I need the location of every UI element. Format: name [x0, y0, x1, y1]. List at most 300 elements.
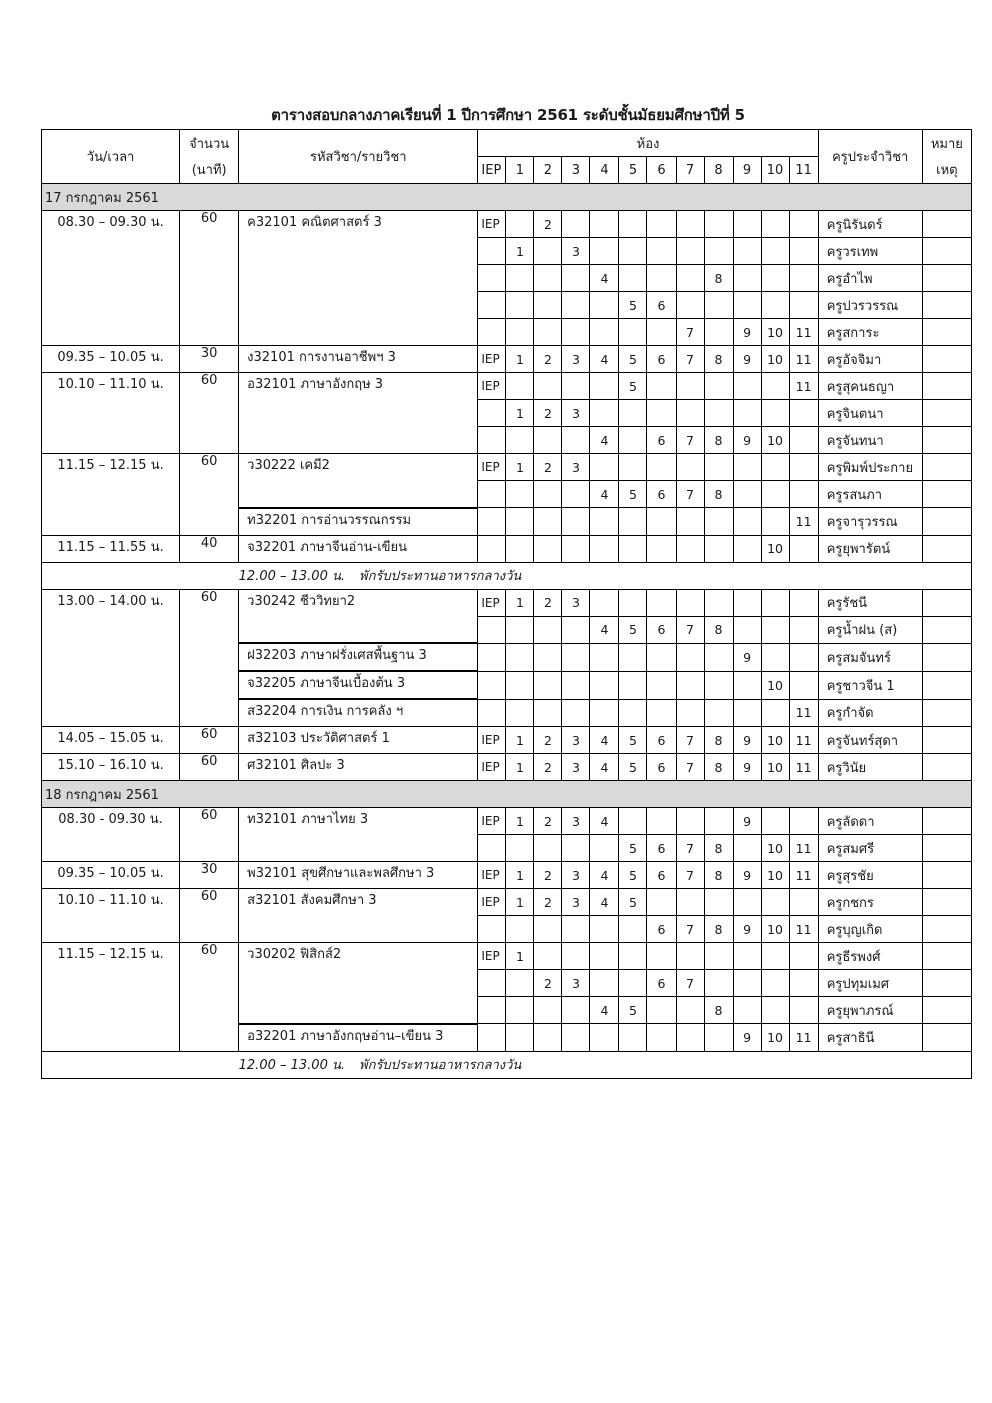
room-cell: 7 [676, 481, 704, 508]
subject-cell: จ32201 ภาษาจีนอ่าน-เขียน [239, 535, 478, 562]
room-cell [478, 319, 506, 346]
header-room-5: 5 [619, 157, 647, 184]
page-title: ตารางสอบกลางภาคเรียนที่ 1 ปีการศึกษา 2561 ระดับชั้นมัธยมศึกษาปีที่ 5 [271, 106, 745, 124]
room-cell [733, 508, 761, 536]
room-cell: 7 [676, 616, 704, 643]
room-cell [761, 292, 789, 319]
room-cell [676, 373, 704, 400]
room-cell [761, 238, 789, 265]
time-cell: 10.10 – 11.10 น. [42, 889, 180, 943]
subject-cell: ค32101 คณิตศาสตร์ 3 [239, 211, 478, 346]
note-cell [922, 970, 971, 997]
room-cell [789, 292, 818, 319]
room-cell [619, 427, 647, 454]
table-row [42, 535, 972, 562]
room-cell [733, 238, 761, 265]
room-cell [562, 835, 590, 862]
room-cell [506, 1024, 534, 1052]
room-cell: 6 [647, 754, 676, 781]
time-cell: 09.35 – 10.05 น. [42, 346, 180, 373]
teacher-cell: ครูจันทร์สุดา [818, 727, 922, 754]
teacher-cell: ครูรสนภา [818, 481, 922, 508]
room-cell: 1 [506, 889, 534, 916]
room-cell: IEP [478, 889, 506, 916]
room-cell [789, 970, 818, 997]
room-cell: 9 [733, 727, 761, 754]
room-cell: 2 [534, 808, 562, 835]
room-cell: 9 [733, 916, 761, 943]
room-cell [478, 427, 506, 454]
date-label: 17 กรกฎาคม 2561 [42, 184, 972, 211]
room-cell: 2 [534, 454, 562, 481]
room-cell [733, 373, 761, 400]
note-cell [922, 346, 971, 373]
room-cell [562, 373, 590, 400]
room-cell [590, 535, 619, 562]
lunch-break-cell [42, 562, 972, 589]
room-cell [478, 616, 506, 643]
room-cell [534, 373, 562, 400]
room-cell [761, 454, 789, 481]
room-cell: 8 [704, 997, 733, 1024]
room-cell: 1 [506, 808, 534, 835]
note-cell [922, 997, 971, 1024]
date-row [42, 781, 972, 808]
room-cell [647, 643, 676, 671]
room-cell [619, 699, 647, 727]
table-row [42, 211, 972, 238]
room-cell [733, 400, 761, 427]
room-cell [733, 671, 761, 699]
room-cell [590, 238, 619, 265]
header-room-8: 8 [704, 157, 733, 184]
room-cell [789, 211, 818, 238]
room-cell: 11 [789, 508, 818, 536]
room-cell [704, 238, 733, 265]
room-cell [478, 292, 506, 319]
room-cell [761, 211, 789, 238]
table-row [42, 862, 972, 889]
room-cell [704, 671, 733, 699]
room-cell [761, 943, 789, 970]
table-row [42, 727, 972, 754]
room-cell [590, 589, 619, 616]
lunch-time: 12.00 – 13.00 น. [238, 1058, 345, 1073]
room-cell [506, 508, 534, 536]
time-cell: 13.00 – 14.00 น. [42, 589, 180, 727]
minutes-cell: 40 [180, 535, 239, 562]
room-cell [789, 616, 818, 643]
room-cell [704, 454, 733, 481]
room-cell: 7 [676, 970, 704, 997]
room-cell [647, 508, 676, 536]
room-cell [506, 643, 534, 671]
room-cell: 2 [534, 754, 562, 781]
table-row [42, 346, 972, 373]
room-cell [534, 238, 562, 265]
room-cell [506, 535, 534, 562]
subject-cell: ท32101 ภาษาไทย 3 [239, 808, 478, 862]
room-cell [590, 943, 619, 970]
lunch-time: 12.00 – 13.00 น. [238, 569, 345, 584]
room-cell: 3 [562, 346, 590, 373]
header-note-line2: เหตุ [922, 157, 971, 184]
room-cell: 5 [619, 835, 647, 862]
room-cell: 11 [789, 319, 818, 346]
room-cell [676, 265, 704, 292]
room-cell: 10 [761, 346, 789, 373]
room-cell: 1 [506, 589, 534, 616]
room-cell [590, 835, 619, 862]
room-cell [704, 643, 733, 671]
room-cell [590, 319, 619, 346]
header-rooms: ห้อง [478, 130, 818, 157]
note-cell [922, 754, 971, 781]
room-cell [478, 265, 506, 292]
teacher-cell: ครูลัดดา [818, 808, 922, 835]
room-cell: 4 [590, 346, 619, 373]
room-cell: 1 [506, 346, 534, 373]
room-cell [590, 211, 619, 238]
room-cell [534, 916, 562, 943]
room-cell [562, 997, 590, 1024]
room-cell: 11 [789, 1024, 818, 1052]
header-datetime: วัน/เวลา [42, 130, 180, 184]
room-cell [534, 943, 562, 970]
minutes-cell: 60 [180, 727, 239, 754]
note-cell [922, 508, 971, 536]
room-cell [704, 211, 733, 238]
minutes-cell: 60 [180, 454, 239, 536]
room-cell [676, 589, 704, 616]
room-cell [733, 616, 761, 643]
teacher-cell: ครูสุคนธญา [818, 373, 922, 400]
room-cell [478, 643, 506, 671]
room-cell: 6 [647, 481, 676, 508]
room-cell [562, 292, 590, 319]
room-cell: IEP [478, 862, 506, 889]
room-cell [647, 211, 676, 238]
room-cell [506, 997, 534, 1024]
room-cell [733, 589, 761, 616]
room-cell: 3 [562, 589, 590, 616]
note-cell [922, 643, 971, 671]
minutes-cell: 60 [180, 808, 239, 862]
room-cell [506, 319, 534, 346]
note-cell [922, 589, 971, 616]
room-cell: 11 [789, 699, 818, 727]
teacher-cell: ครูวินัย [818, 754, 922, 781]
room-cell: 11 [789, 754, 818, 781]
room-cell: 7 [676, 835, 704, 862]
room-cell [789, 889, 818, 916]
room-cell: 6 [647, 292, 676, 319]
room-cell [562, 699, 590, 727]
room-cell: 9 [733, 427, 761, 454]
note-cell [922, 211, 971, 238]
teacher-cell: ครูอำไพ [818, 265, 922, 292]
header-minutes-line2: (นาที) [180, 157, 239, 184]
minutes-cell: 60 [180, 589, 239, 727]
room-cell: 1 [506, 727, 534, 754]
room-cell [676, 1024, 704, 1052]
room-cell: 10 [761, 535, 789, 562]
room-cell [590, 454, 619, 481]
room-cell: 4 [590, 808, 619, 835]
room-cell: 8 [704, 481, 733, 508]
header-teacher: ครูประจำวิชา [818, 130, 922, 184]
room-cell: 9 [733, 643, 761, 671]
room-cell [534, 616, 562, 643]
room-cell [562, 916, 590, 943]
room-cell [534, 319, 562, 346]
note-cell [922, 727, 971, 754]
header-room-10: 10 [761, 157, 789, 184]
room-cell [478, 916, 506, 943]
room-cell [733, 997, 761, 1024]
room-cell: 7 [676, 319, 704, 346]
room-cell: 6 [647, 427, 676, 454]
minutes-cell: 60 [180, 889, 239, 943]
header-room-9: 9 [733, 157, 761, 184]
room-cell [789, 535, 818, 562]
note-cell [922, 1024, 971, 1052]
room-cell [733, 211, 761, 238]
room-cell: 3 [562, 400, 590, 427]
room-cell: 10 [761, 916, 789, 943]
room-cell: 11 [789, 835, 818, 862]
note-cell [922, 265, 971, 292]
room-cell: 1 [506, 862, 534, 889]
room-cell: 10 [761, 1024, 789, 1052]
room-cell [733, 970, 761, 997]
room-cell: 10 [761, 427, 789, 454]
note-cell [922, 889, 971, 916]
room-cell [534, 508, 562, 536]
header-minutes-line1: จำนวน [180, 130, 239, 157]
room-cell [789, 671, 818, 699]
time-cell: 08.30 – 09.30 น. [42, 211, 180, 346]
room-cell: 1 [506, 238, 534, 265]
room-cell [619, 211, 647, 238]
room-cell [647, 535, 676, 562]
room-cell [506, 211, 534, 238]
room-cell: IEP [478, 943, 506, 970]
room-cell: 11 [789, 346, 818, 373]
header-room-2: 2 [534, 157, 562, 184]
room-cell [733, 454, 761, 481]
room-cell [619, 535, 647, 562]
table-row [42, 889, 972, 916]
room-cell [676, 889, 704, 916]
room-cell: 3 [562, 454, 590, 481]
table-row [42, 454, 972, 481]
note-cell [922, 400, 971, 427]
room-cell [676, 238, 704, 265]
room-cell [506, 699, 534, 727]
room-cell: 5 [619, 481, 647, 508]
room-cell [506, 265, 534, 292]
room-cell [676, 699, 704, 727]
room-cell [506, 671, 534, 699]
room-cell: 2 [534, 589, 562, 616]
teacher-cell: ครูรัชนี [818, 589, 922, 616]
room-cell [534, 643, 562, 671]
room-cell: 8 [704, 427, 733, 454]
room-cell: 11 [789, 862, 818, 889]
room-cell [478, 997, 506, 1024]
room-cell [704, 292, 733, 319]
room-cell [647, 943, 676, 970]
room-cell [647, 589, 676, 616]
teacher-cell: ครูกชกร [818, 889, 922, 916]
lunch-text: พักรับประทานอาหารกลางวัน [359, 569, 522, 584]
room-cell: 8 [704, 916, 733, 943]
room-cell [619, 1024, 647, 1052]
table-row [42, 373, 972, 400]
table-row [42, 589, 972, 616]
room-cell: 9 [733, 754, 761, 781]
room-cell [562, 508, 590, 536]
room-cell [590, 508, 619, 536]
room-cell [676, 671, 704, 699]
room-cell [789, 454, 818, 481]
room-cell: 5 [619, 346, 647, 373]
room-cell: 9 [733, 1024, 761, 1052]
room-cell: 11 [789, 373, 818, 400]
room-cell [733, 835, 761, 862]
room-cell [761, 589, 789, 616]
room-cell: 6 [647, 727, 676, 754]
note-cell [922, 616, 971, 643]
room-cell: 3 [562, 754, 590, 781]
room-cell [733, 481, 761, 508]
minutes-cell: 30 [180, 862, 239, 889]
table-header [42, 130, 972, 184]
room-cell [789, 400, 818, 427]
room-cell [619, 970, 647, 997]
room-cell [676, 808, 704, 835]
room-cell: 4 [590, 481, 619, 508]
time-cell: 11.15 – 11.55 น. [42, 535, 180, 562]
subject-cell: ส32103 ประวัติศาสตร์ 1 [239, 727, 478, 754]
room-cell [562, 265, 590, 292]
room-cell [647, 400, 676, 427]
room-cell: IEP [478, 454, 506, 481]
room-cell [590, 916, 619, 943]
teacher-cell: ครูยุพาภรณ์ [818, 997, 922, 1024]
room-cell [647, 454, 676, 481]
note-cell [922, 427, 971, 454]
room-cell [704, 889, 733, 916]
room-cell: 6 [647, 835, 676, 862]
room-cell: 10 [761, 727, 789, 754]
teacher-cell: ครูน้ำฝน (ส) [818, 616, 922, 643]
note-cell [922, 481, 971, 508]
room-cell [761, 997, 789, 1024]
lunch-break-row [42, 1051, 972, 1078]
room-cell: 10 [761, 754, 789, 781]
room-cell [761, 508, 789, 536]
room-cell [761, 643, 789, 671]
room-cell [478, 400, 506, 427]
room-cell: 3 [562, 808, 590, 835]
header-room-iep: IEP [478, 157, 506, 184]
room-cell: 6 [647, 862, 676, 889]
room-cell [478, 535, 506, 562]
table-row [42, 754, 972, 781]
teacher-cell: ครูบุญเกิด [818, 916, 922, 943]
room-cell: 1 [506, 454, 534, 481]
room-cell [562, 1024, 590, 1052]
teacher-cell: ครูอัจจิมา [818, 346, 922, 373]
room-cell [590, 970, 619, 997]
room-cell [761, 400, 789, 427]
room-cell [506, 970, 534, 997]
room-cell: 6 [647, 346, 676, 373]
room-cell [534, 1024, 562, 1052]
room-cell [506, 616, 534, 643]
room-cell [704, 400, 733, 427]
room-cell: 11 [789, 727, 818, 754]
subject-cell: ศ32101 ศิลปะ 3 [239, 754, 478, 781]
subject-cell: อ32201 ภาษาอังกฤษอ่าน–เขียน 3 [239, 1024, 478, 1052]
room-cell [704, 943, 733, 970]
room-cell [619, 916, 647, 943]
time-cell: 10.10 – 11.10 น. [42, 373, 180, 454]
teacher-cell: ครูสการะ [818, 319, 922, 346]
room-cell [789, 943, 818, 970]
teacher-cell: ครูนิรันดร์ [818, 211, 922, 238]
subject-cell: ฝ32203 ภาษาฝรั่งเศสพื้นฐาน 3 [239, 643, 478, 671]
room-cell [647, 373, 676, 400]
lunch-text: พักรับประทานอาหารกลางวัน [359, 1058, 522, 1073]
teacher-cell: ครูกำจัด [818, 699, 922, 727]
minutes-cell: 60 [180, 943, 239, 1052]
table-body [42, 184, 972, 1079]
note-cell [922, 671, 971, 699]
room-cell [676, 454, 704, 481]
teacher-cell: ครูปวรวรรณ [818, 292, 922, 319]
room-cell [789, 643, 818, 671]
teacher-cell: ครูพิมพ์ประกาย [818, 454, 922, 481]
room-cell [789, 997, 818, 1024]
room-cell [478, 970, 506, 997]
room-cell [789, 589, 818, 616]
room-cell: 9 [733, 808, 761, 835]
room-cell: 1 [506, 943, 534, 970]
header-room-7: 7 [676, 157, 704, 184]
room-cell: 5 [619, 292, 647, 319]
room-cell [733, 943, 761, 970]
room-cell [506, 292, 534, 319]
room-cell [562, 319, 590, 346]
room-cell [647, 671, 676, 699]
room-cell: 2 [534, 889, 562, 916]
note-cell [922, 292, 971, 319]
room-cell: 9 [733, 862, 761, 889]
header-room-1: 1 [506, 157, 534, 184]
room-cell [562, 427, 590, 454]
room-cell [506, 427, 534, 454]
room-cell [761, 889, 789, 916]
room-cell: IEP [478, 346, 506, 373]
room-cell [761, 808, 789, 835]
room-cell [619, 671, 647, 699]
room-cell [506, 835, 534, 862]
teacher-cell: ครูสุรชัย [818, 862, 922, 889]
room-cell [647, 238, 676, 265]
